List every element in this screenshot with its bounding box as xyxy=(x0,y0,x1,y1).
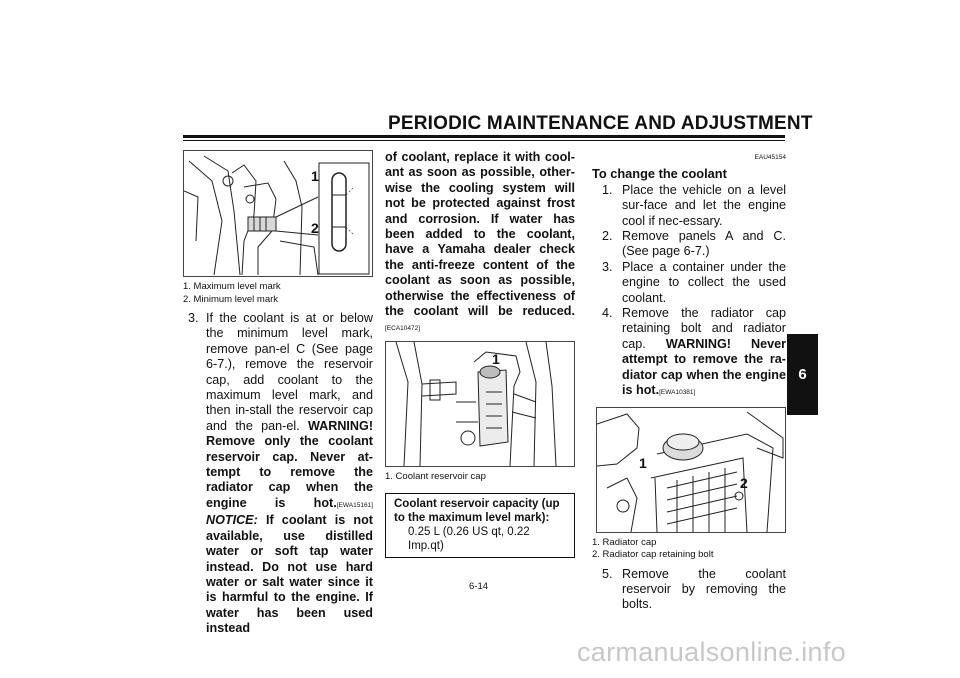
step-number: 3. xyxy=(188,311,199,325)
callout-radiator-cap: 1 xyxy=(639,454,647,471)
middle-column xyxy=(385,150,575,558)
reservoir-cap-illustration xyxy=(386,342,574,466)
step-number: 5. xyxy=(602,566,613,581)
right-steps-continued xyxy=(592,567,786,613)
chapter-tab[interactable] xyxy=(787,334,818,415)
step-text xyxy=(206,311,373,637)
section-heading: To change the coolant xyxy=(592,166,727,182)
section-code: EAU45154 xyxy=(754,154,786,161)
left-figure-caption xyxy=(183,281,373,306)
watermark: carmanualsonline.info xyxy=(577,637,846,667)
radiator-cap-illustration xyxy=(597,408,785,532)
step-text: Place the vehicle on a level sur-face and let the engine cool if nec-essary. xyxy=(622,182,786,228)
step-text: Place a container under the engine to collect the used coolant. xyxy=(622,259,786,305)
step-5 xyxy=(592,567,786,613)
page-title: PERIODIC MAINTENANCE AND ADJUSTMENT xyxy=(388,113,813,134)
spec-label: Coolant reservoir capacity (up to the maximum level mark): xyxy=(394,498,560,525)
notice-continuation xyxy=(385,150,575,337)
step-4 xyxy=(592,306,786,400)
warning-code: [EWA15161] xyxy=(336,501,373,509)
capacity-spec-box xyxy=(385,493,575,558)
notice-text: If coolant is not available, use distilled water or soft tap water instead. Do not use hard water or salt water since it is harmful to the engine. If water has been used instead xyxy=(206,513,373,636)
reservoir-cap-figure xyxy=(385,341,575,467)
caution-code: [ECA10472] xyxy=(385,325,421,333)
right-steps xyxy=(592,183,786,401)
step-number: 4. xyxy=(602,306,613,321)
step-3-warning: WARNING! Remove only the coolant reservoir cap. Never at-tempt to remove the radiator cap when the engine is hot. xyxy=(206,418,374,510)
warning-code: [EWA10381] xyxy=(659,389,696,397)
step-number: 2. xyxy=(602,229,613,244)
caption-item: 2. Radiator cap retaining bolt xyxy=(592,549,714,560)
right-column xyxy=(592,150,786,613)
spec-value: 0.25 L (0.26 US qt, 0.22 Imp.qt) xyxy=(408,526,530,553)
continuation-text: of coolant, replace it with cool-ant as soon as possible, other-wise the cooling system will not be protected against frost and corrosion. If water has been added to the coolant, have a Yamaha dealer check the anti-freeze content of the coolant as soon as possible, otherwise the effectiveness of the coolant will be reduced. xyxy=(385,150,575,319)
left-column xyxy=(183,150,373,637)
step-text: Remove panels A and C. (See page 6-7.) xyxy=(622,229,786,259)
step-4-warning: WARNING! Never attempt to remove the ra-diator cap when the engine is hot. xyxy=(622,336,786,398)
coolant-level-illustration xyxy=(184,151,372,276)
step-4-body: Remove the radiator cap retaining bolt and radiator cap. xyxy=(622,306,786,351)
radiator-cap-figure xyxy=(596,407,786,533)
step-number: 3. xyxy=(602,259,613,274)
chapter-tab-label: 6 xyxy=(798,366,807,383)
title-rule xyxy=(183,135,785,138)
caption-item: 1. Radiator cap xyxy=(592,536,657,548)
notice-label: NOTICE: xyxy=(206,513,258,528)
step-text xyxy=(622,306,786,400)
middle-figure-caption xyxy=(385,471,575,484)
callout-reservoir-cap: 1 xyxy=(492,350,500,367)
step-3 xyxy=(183,311,373,637)
step-3-body: If the coolant is at or below the minimum level mark, remove pan-el C (See page 6-7.), remove the reservoir cap, add coolant to the maximum level mark, and then in-stall the reservoir cap and the pan-el. xyxy=(206,311,373,433)
title-rule-thin xyxy=(183,140,785,141)
step-3 xyxy=(592,260,786,306)
caption-item: 1. Coolant reservoir cap xyxy=(385,470,486,482)
page-number: 6-14 xyxy=(469,581,489,592)
caption-item: 1. Maximum level mark xyxy=(183,281,281,292)
step-1 xyxy=(592,183,786,229)
caption-item: 2. Minimum level mark xyxy=(183,293,279,305)
callout-minimum: 2 xyxy=(311,220,319,236)
right-figure-caption xyxy=(592,537,786,562)
callout-retaining-bolt: 2 xyxy=(740,474,748,491)
callout-maximum: 1 xyxy=(311,168,319,184)
step-2 xyxy=(592,229,786,260)
step-text: Remove the coolant reservoir by removing the bolts. xyxy=(622,566,786,612)
step-number: 1. xyxy=(602,182,613,197)
coolant-level-figure xyxy=(183,150,373,277)
left-steps xyxy=(183,311,373,637)
